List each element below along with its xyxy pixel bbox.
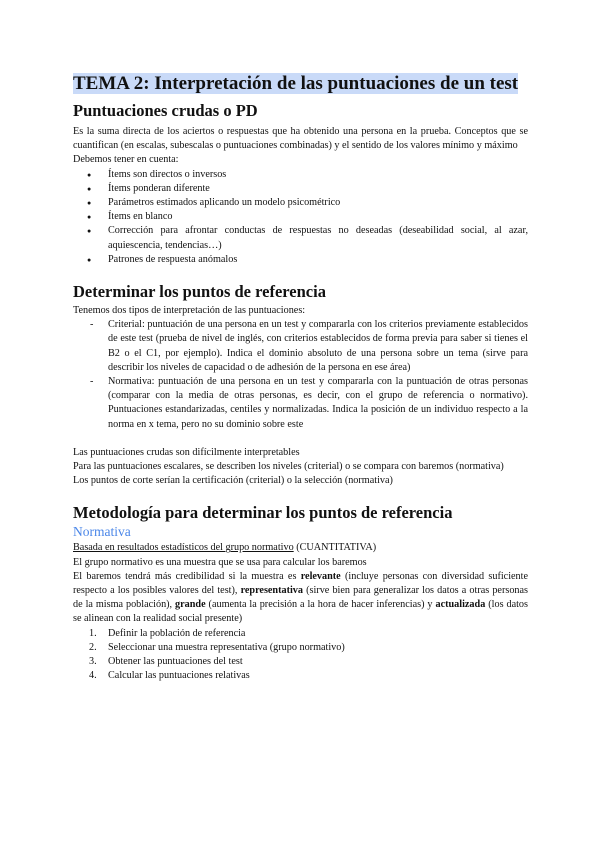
list-item: ● Ítems ponderan diferente [73,182,528,196]
paragraph-basis [73,541,528,555]
text: (CUANTITATIVA) [293,542,377,554]
section-heading-metodologia: Metodología para determinar los puntos de referencia [73,503,453,523]
list-item: ● Parámetros estimados aplicando un modelo psicométrico [73,196,528,210]
bold-text: grande [175,599,206,611]
paragraph-definition: Es la suma directa de los aciertos o respuestas que ha obtenido una persona en la prueba. Conceptos que se cuantifican (en escalas, subescalas o puntuaciones combinadas) y el sentido de los valores mínimo y máximo [73,126,528,152]
bold-text: representativa [240,585,303,597]
list-item [73,641,528,655]
text: (los datos se alinean con la realidad social presente) [73,599,528,625]
list-text: Calcular las puntuaciones relativas [108,670,250,682]
list-number: 2. [89,641,97,653]
title-highlight: TEMA 2: Interpretación de las puntuaciones de un test [73,73,519,94]
list-number: 3. [89,656,97,668]
list-text: Seleccionar una muestra representativa (grupo normativo) [108,641,345,653]
text: (sirve bien para generalizar los datos a otras personas de la misma población), [73,585,528,611]
paragraph-lead: Tenemos dos tipos de interpretación de las puntuaciones: [73,305,306,317]
bullet-list [73,168,528,267]
text: El baremos tendrá más credibilidad si la muestra es [73,570,301,582]
list-item [73,655,528,669]
text: (aumenta la precisión a la hora de hacer inferencias) y [205,599,436,611]
paragraph-credibility [73,570,528,627]
paragraph: Para las puntuaciones escalares, se describen los niveles (criterial) o se compara con baremos (normativa) [73,461,504,473]
numbered-list [73,627,528,684]
list-item-criterial: - Criterial: puntuación de una persona en un test y compararla con los criterios previamente establecidos de este test (prueba de nivel de inglés, con criterios establecidos de forma previa para saber si tienes el B2 o el C1, por ejemplo). Indica el dominio absoluto de una persona sobre un tema (sirve para describir los niveles de capacidad o de adhesión de la persona en ese área) [73,318,528,375]
list-item: ● Ítems en blanco [73,210,528,224]
list-item: ● Corrección para afrontar conductas de respuestas no deseadas (deseabilidad social, al azar, aquiescencia, tendencias…) [73,224,528,252]
list-item [73,627,528,641]
list-number: 4. [89,670,97,682]
paragraph: El grupo normativo es una muestra que se usa para calcular los baremos [73,556,367,568]
underlined-text: Basada en resultados estadísticos del grupo normativo [73,542,294,554]
paragraph: Los puntos de corte serían la certificación (criterial) o la selección (normativa) [73,475,393,487]
list-number: 1. [89,627,97,639]
bold-text: actualizada [435,599,486,611]
bold-text: relevante [300,570,341,582]
document-title [73,72,528,96]
subheading-normativa: Normativa [73,524,131,540]
list-item [73,669,528,683]
list-text: Definir la población de referencia [108,627,246,639]
paragraph: Las puntuaciones crudas son difícilmente interpretables [73,446,300,458]
section-heading-puntos-referencia: Determinar los puntos de referencia [73,282,326,302]
list-item: ● Patrones de respuesta anómalos [73,253,528,267]
list-item-normativa: - Normativa: puntuación de una persona en un test y compararla con la puntuación de otras personas (comparar con la media de otras personas, es decir, con el grupo de referencia o normativo). Puntuaciones estandarizadas, centiles y normalizadas. Indica la posición de un individuo respecto a la norma en x tema, pero no su dominio sobre este [73,375,528,432]
dash-list [73,318,528,432]
list-text: Obtener las puntuaciones del test [108,656,243,668]
document-page [73,72,528,684]
list-item: ● Ítems son directos o inversos [73,168,528,182]
text: (incluye personas con diversidad suficiente respecto a los posibles valores del test), [73,570,528,597]
section-heading-puntuaciones-crudas: Puntuaciones crudas o PD [73,101,258,120]
paragraph-lead: Debemos tener en cuenta: [73,154,179,166]
